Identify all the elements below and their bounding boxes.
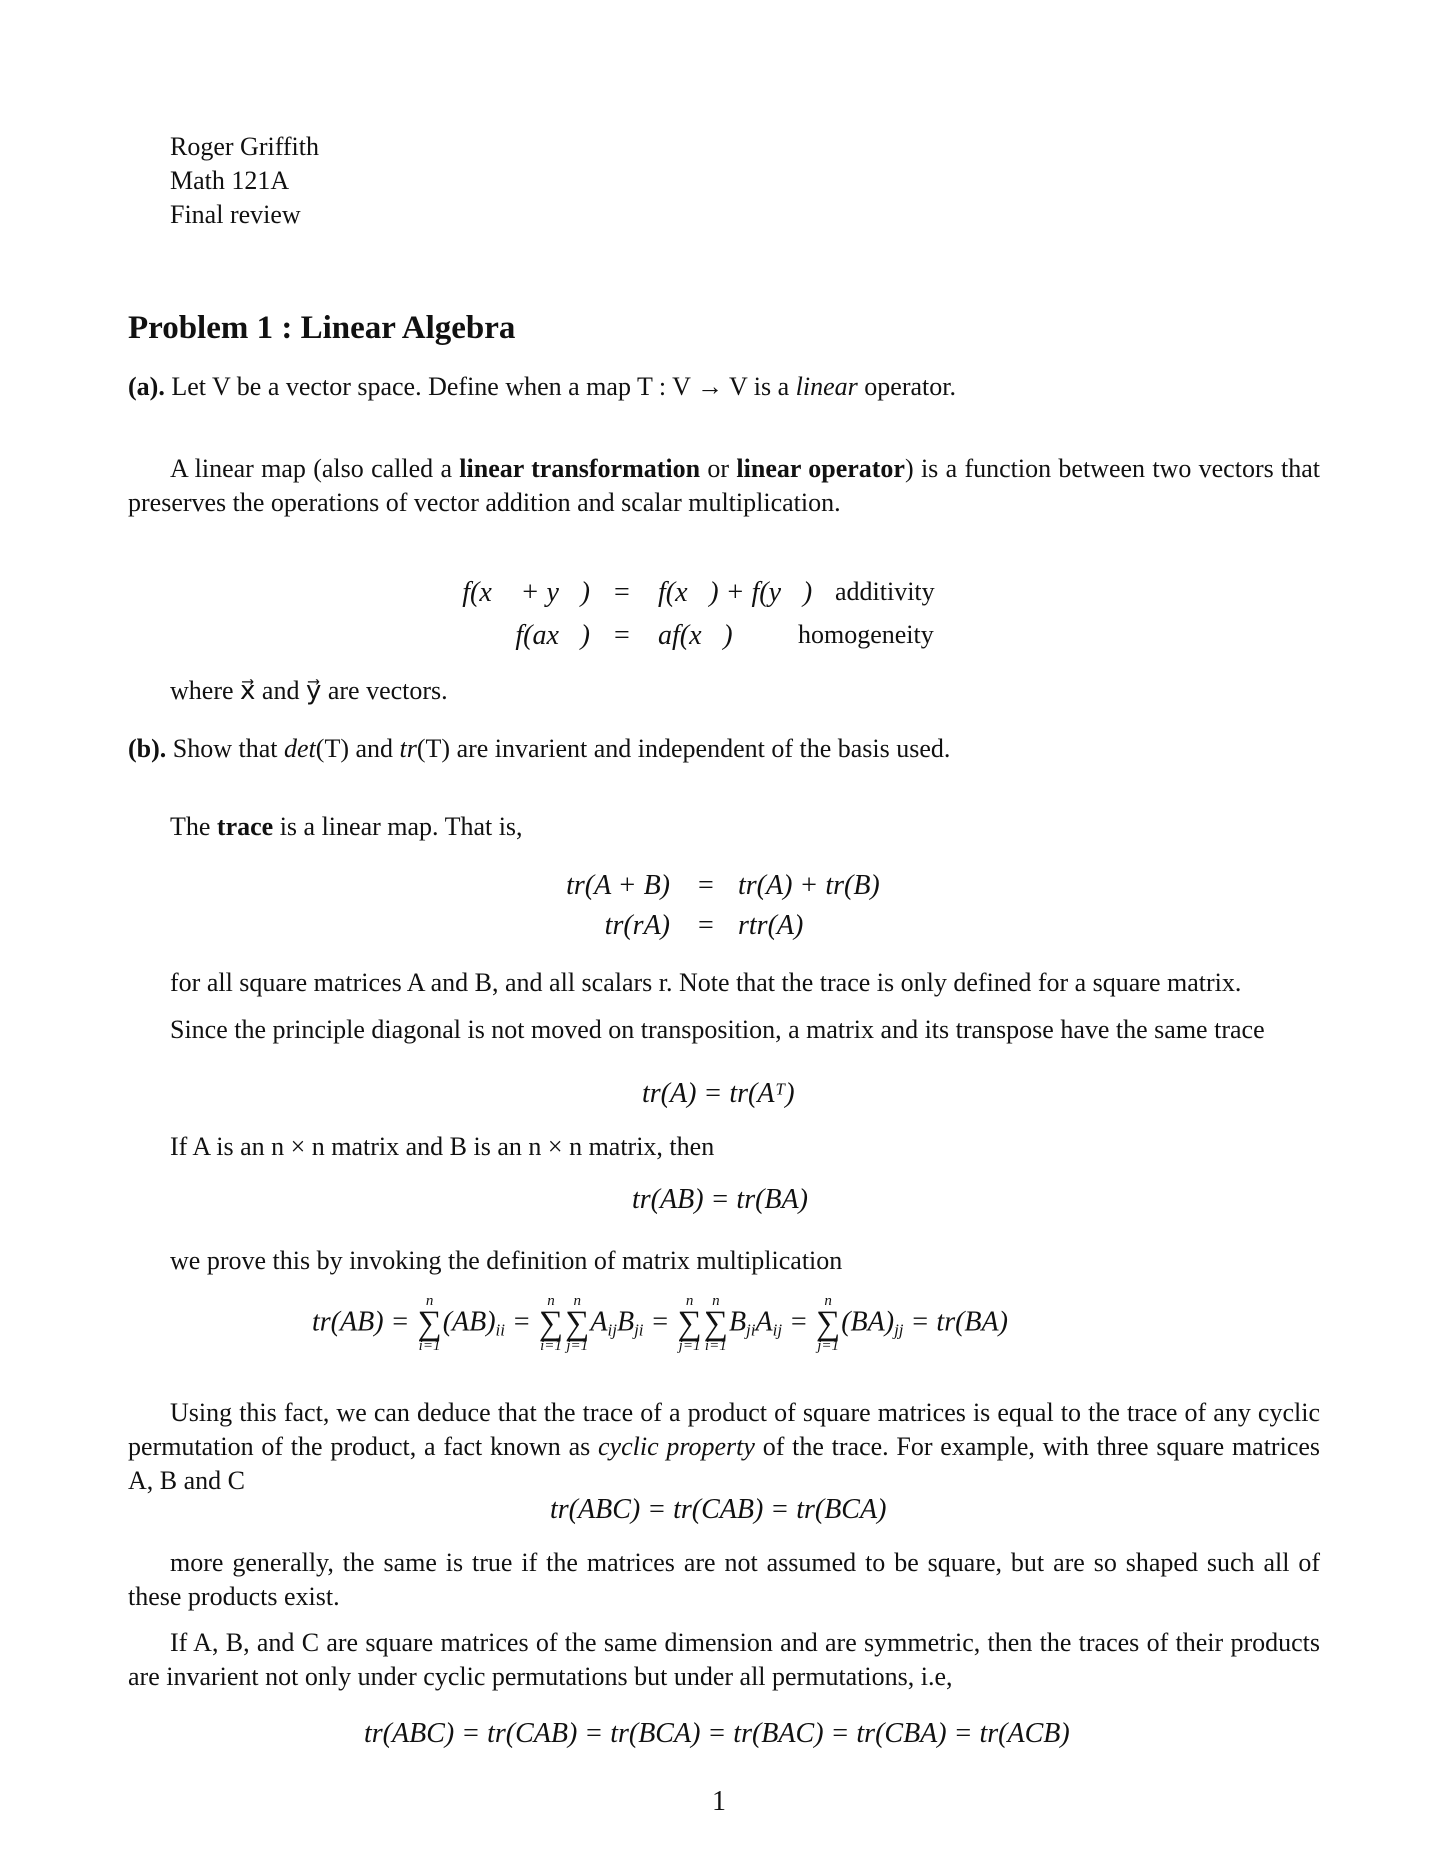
sum-equals-1: = [512,1306,531,1338]
part-b-tr: tr [399,734,417,763]
forall-text: for all square matrices A and B, and all scalars r. Note that the trace is only defined for a square matrix. [170,968,1242,997]
sum-sigma-6: n ∑ j=1 [815,1293,841,1354]
part-a-linear-word: linear [795,372,858,401]
homogeneity-label: homogeneity [798,620,934,649]
course-name: Math 121A [170,166,290,195]
trace-scalar-lhs: tr(rA) [604,910,670,941]
page-number: 1 [712,1786,726,1817]
linear-map-paragraph [128,452,1320,520]
part-b-prompt [128,732,950,766]
additivity-equals: = [614,577,630,608]
if-a-text: If A is an n × n matrix and B is an n × n matrix, then [170,1132,715,1161]
trace-sum-lhs: tr(A + B) [566,870,670,901]
trace-intro-2: is a linear map. That is, [279,812,523,841]
sum-sigma-4: n ∑ j=1 [677,1293,702,1354]
linear-map-text-2: or [707,454,730,483]
transpose-equation: tr(A) = tr(Aᵀ) [642,1078,795,1109]
commute-equation: tr(AB) = tr(BA) [632,1184,808,1215]
symmetric-paragraph: If A, B, and C are square matrices of the same dimension and are symmetric, then the traces of their products are invarient not only under cyclic permutations but under all permutations, i.e, [128,1628,1320,1691]
part-b-label: (b). [128,734,167,763]
sum-equals-2: = [650,1306,670,1338]
author-name: Roger Griffith [170,132,319,161]
where-vectors-text: where x⃗ and y⃗ are vectors. [170,676,448,705]
part-b-text-1: Show that [172,734,278,763]
additivity-lhs: f(x⃗ + y⃗) [462,577,590,608]
trace-sum-rhs: tr(A) + tr(B) [738,870,880,901]
transpose-paragraph: Since the principle diagonal is not moved on transposition, a matrix and its transpose have the same trace [170,1015,1265,1044]
trace-bold: trace [216,812,274,841]
sum-term-final: = tr(BA) [910,1306,1008,1338]
term-linear-operator: linear operator [736,454,905,483]
additivity-label: additivity [835,577,935,606]
sum-sigma-5: n ∑ i=1 [703,1293,728,1354]
prove-text: we prove this by invoking the definition of matrix multiplication [170,1246,843,1275]
part-a-prompt [128,370,956,404]
part-a-prompt-text: Let V be a vector space. Define when a map T : V → V is a [171,372,790,401]
homogeneity-lhs: f(ax⃗) [515,620,590,651]
trace-sum-equals: = [698,870,714,901]
part-a-prompt-end: operator. [864,372,956,401]
linear-map-text-3: ) is a function between two vectors that preserves the operations of vector addition and scalar multiplication. [128,454,1321,517]
trace-intro [170,810,523,844]
linear-map-text-1: A linear map (also called a [170,454,452,483]
sum-sigma-1: n ∑ i=1 [417,1293,442,1354]
homogeneity-equals: = [614,620,630,651]
general-paragraph: more generally, the same is true if the matrices are not assumed to be square, but are so shaped such all of these products exist. [128,1548,1320,1611]
trace-scalar-rhs: rtr(A) [738,910,804,941]
part-b-text-3: (T) are invarient and independent of the basis used. [416,734,951,763]
additivity-rhs: f(x⃗) + f(y⃗) [658,577,813,608]
sum-sigma-2: n ∑ i=1 [538,1293,564,1354]
part-a-label: (a). [128,372,165,401]
part-b-det: det [284,734,316,763]
sum-term-2: (AB) [442,1306,496,1338]
all-permutations-equation: tr(ABC) = tr(CAB) = tr(BCA) = tr(BAC) = tr(CBA) = tr(ACB) [364,1718,1070,1749]
part-b-text-2: (T) and [315,734,394,763]
cyclic-paragraph: Using this fact, we can deduce that the trace of a product of square matrices is equal to the trace of any cyclic permutation of the product, a fact known as cyclic property of the trace. For example, with three square matrices A, B and C [128,1398,1321,1495]
sum-sigma-3: n ∑ j=1 [565,1293,590,1354]
trace-scalar-equals: = [698,910,714,941]
homogeneity-rhs: af(x⃗) [658,620,733,651]
term-linear-transformation: linear transformation [459,454,701,483]
document-title: Final review [170,200,301,229]
summation-equation: tr(AB) = n ∑ i=1 $(AB)_{ii}$ = n ∑ i=1 n ∑ j=1 $A_{ij}B_{ji}$ = n ∑ j=1 n ∑ i=1 $B_{ji}A_{ij}$ = n ∑ j=1 $(BA)_{jj} = tr(BA)$ [312,1293,1008,1354]
cyclic-property-term: cyclic property [598,1432,755,1461]
cyclic-equation: tr(ABC) = tr(CAB) = tr(BCA) [550,1494,887,1525]
sum-term-1: tr(AB) = [312,1306,410,1338]
trace-intro-1: The [170,812,211,841]
problem-heading: Problem 1 : Linear Algebra [128,310,516,346]
sum-equals-3: = [789,1306,808,1338]
